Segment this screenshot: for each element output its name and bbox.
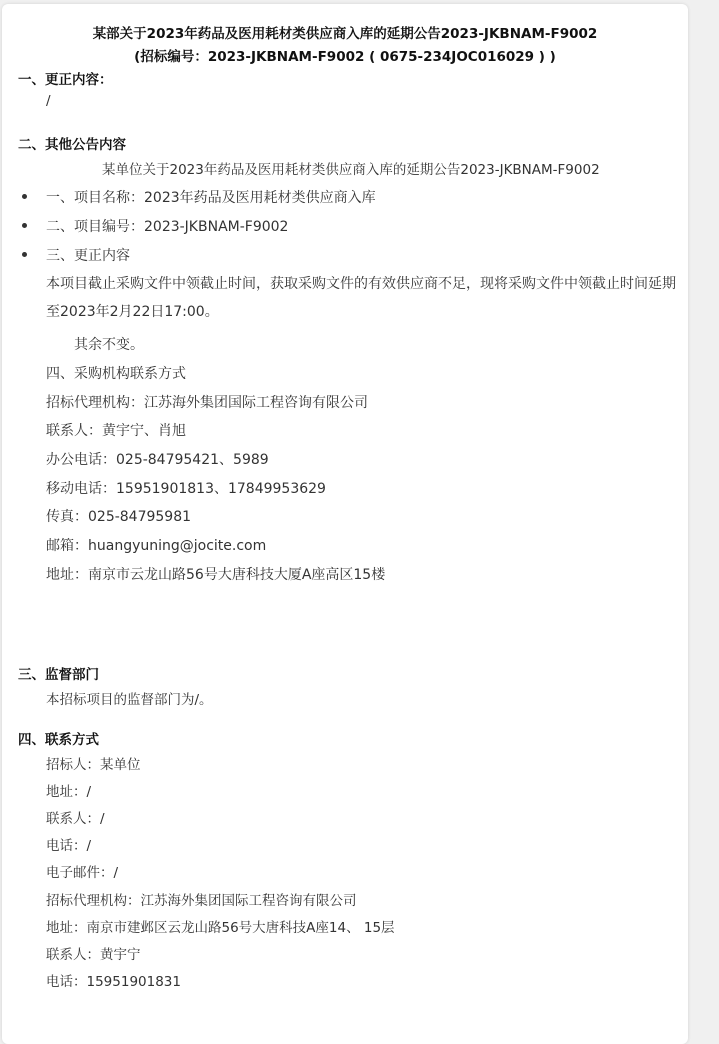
supervision-content: 本招标项目的监督部门为/。 [46, 692, 213, 708]
agency-email: 邮箱：huangyuning@jocite.com [46, 538, 267, 554]
contact-phone: 电话：/ [46, 838, 92, 854]
bullet-item-project-number: 二、项目编号：2023-JKBNAM-F9002 [46, 219, 289, 235]
agency-fax: 传真：025-84795981 [46, 509, 192, 525]
corrections-content: / [46, 93, 51, 109]
agency-contact-heading: 四、采购机构联系方式 [46, 366, 186, 382]
contact-address: 地址：/ [46, 784, 92, 800]
bullet-dot [22, 252, 27, 257]
bullet-dot [22, 194, 27, 199]
section-heading-other-content: 二、其他公告内容 [18, 137, 126, 153]
contact-agency-person: 联系人：黄宇宁 [46, 947, 141, 963]
others-unchanged: 其余不变。 [74, 337, 144, 353]
agency-name: 招标代理机构：江苏海外集团国际工程咨询有限公司 [46, 395, 368, 411]
agency-address: 地址：南京市云龙山路56号大唐科技大厦A座高区15楼 [46, 567, 386, 583]
agency-mobile-phone: 移动电话：15951901813、17849953629 [46, 481, 326, 497]
contact-agency-phone: 电话：15951901831 [46, 974, 181, 990]
section-heading-corrections: 一、更正内容： [18, 72, 113, 88]
agency-contact-person: 联系人：黄宇宁、肖旭 [46, 423, 186, 439]
contact-tenderer: 招标人：某单位 [46, 757, 141, 773]
document-page [2, 4, 688, 1044]
bullet-item-project-name: 一、项目名称：2023年药品及医用耗材类供应商入库 [46, 190, 376, 206]
agency-office-phone: 办公电话：025-84795421、5989 [46, 452, 269, 468]
contact-email: 电子邮件：/ [46, 865, 119, 881]
contact-person: 联系人：/ [46, 811, 105, 827]
contact-agency-address: 地址：南京市建邺区云龙山路56号大唐科技A座14、 15层 [46, 920, 395, 936]
correction-text-line1: 本项目截止采购文件中领截止时间，获取采购文件的有效供应商不足，现将采购文件中领截止时间延期 [46, 276, 676, 292]
inner-notice-title: 某单位关于2023年药品及医用耗材类供应商入库的延期公告2023-JKBNAM-F9002 [102, 162, 600, 178]
bullet-item-corrections: 三、更正内容 [46, 248, 130, 264]
bullet-dot [22, 223, 27, 228]
tender-number: (招标编号：2023-JKBNAM-F9002 ( 0675-234JOC016029 ) ) [134, 49, 556, 65]
notice-title: 某部关于2023年药品及医用耗材类供应商入库的延期公告2023-JKBNAM-F9002 [92, 26, 598, 42]
section-heading-contact: 四、联系方式 [18, 732, 99, 748]
contact-agency-name: 招标代理机构：江苏海外集团国际工程咨询有限公司 [46, 893, 357, 909]
section-heading-supervision: 三、监督部门 [18, 667, 99, 683]
correction-text-line2: 至2023年2月22日17:00。 [46, 304, 219, 320]
